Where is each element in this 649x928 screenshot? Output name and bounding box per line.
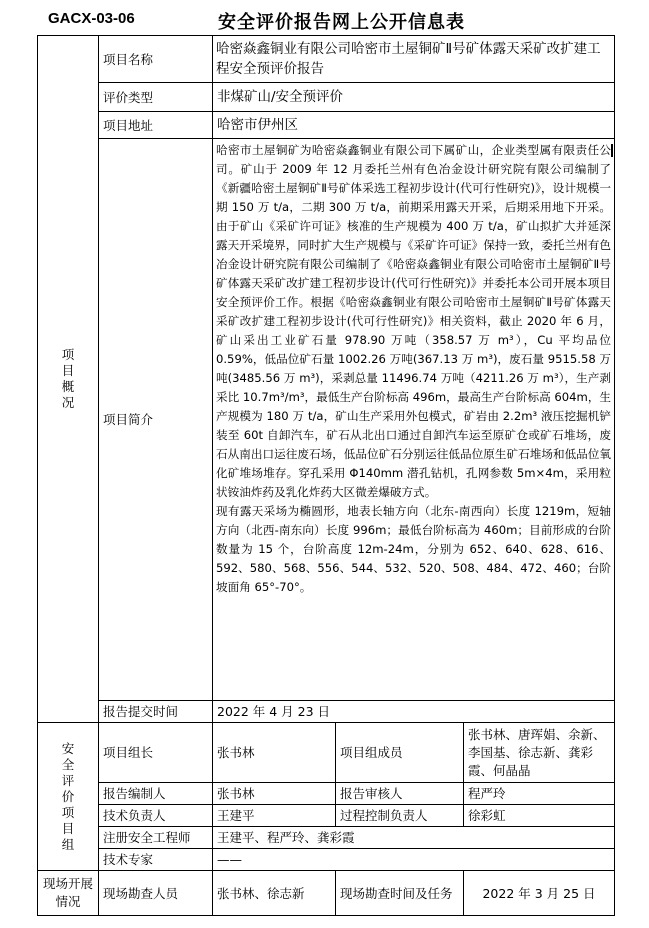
process-ctrl-value: 徐彩虹 — [464, 805, 615, 827]
section-overview-cell — [38, 36, 99, 723]
reviewer-value: 程严玲 — [464, 783, 615, 805]
members-label: 项目组成员 — [336, 723, 464, 783]
document-code: GACX-03-06 — [48, 10, 135, 27]
page-title: 安全评价报告网上公开信息表 — [218, 12, 465, 33]
surveyors-label: 现场勘查人员 — [99, 871, 213, 916]
intro-paragraph-2: 现有露天采场为椭圆形，地表长轴方向（北东-南西向）长度 1219m，短轴方向（北西-南东向）长度 996m；最低台阶标高为 460m；目前形成的台阶数量为 15 个，台阶高度 12m-24m，分别为 652、640、628、616、592、580、568、556、544、532、520、508、484、472、460；台阶坡面角 65°-70°。 — [216, 504, 612, 594]
survey-time-label: 现场勘查时间及任务 — [336, 871, 464, 916]
info-table — [37, 35, 615, 916]
tech-lead-label: 技术负责人 — [99, 805, 213, 827]
location-value: 哈密市伊州区 — [213, 112, 615, 139]
author-label: 报告编制人 — [99, 783, 213, 805]
members-value: 张书林、唐珲娟、余新、李国基、徐志新、龚彩霞、何晶晶 — [464, 723, 615, 783]
text-cursor-mark — [611, 144, 613, 157]
submit-date-label: 报告提交时间 — [99, 701, 213, 723]
row-site — [38, 871, 615, 916]
eval-type-value: 非煤矿山/安全预评价 — [213, 83, 615, 112]
tech-lead-value: 王建平 — [213, 805, 336, 827]
submit-date-value: 2022 年 4 月 23 日 — [213, 701, 615, 723]
section-site-label: 现场开展情况 — [42, 876, 93, 909]
row-author — [38, 783, 615, 805]
leader-label: 项目组长 — [99, 723, 213, 783]
reviewer-label: 报告审核人 — [336, 783, 464, 805]
row-tech-lead — [38, 805, 615, 827]
row-leader — [38, 723, 615, 783]
section-overview-label: 项目概况 — [61, 347, 75, 410]
engineers-label: 注册安全工程师 — [99, 827, 213, 849]
project-name-label: 项目名称 — [99, 36, 213, 83]
experts-label: 技术专家 — [99, 849, 213, 871]
section-site-cell — [38, 871, 99, 916]
row-submit-date — [38, 701, 615, 723]
intro-text — [213, 139, 615, 701]
row-engineers — [38, 827, 615, 849]
row-location — [38, 112, 615, 139]
row-eval-type — [38, 83, 615, 112]
process-ctrl-label: 过程控制负责人 — [336, 805, 464, 827]
intro-label: 项目简介 — [99, 139, 213, 701]
survey-time-value: 2022 年 3 月 25 日 — [464, 871, 615, 916]
surveyors-value: 张书林、徐志新 — [213, 871, 336, 916]
section-staff-cell — [38, 723, 99, 871]
leader-value: 张书林 — [213, 723, 336, 783]
engineers-value: 王建平、程严玲、龚彩霞 — [213, 827, 615, 849]
row-intro — [38, 139, 615, 701]
intro-paragraph-1: 哈密市土屋铜矿为哈密焱鑫铜业有限公司下属矿山，企业类型属有限责任公司。矿山于 2009 年 12 月委托兰州有色冶金设计研究院有限公司编制了《新疆哈密土屋铜矿Ⅱ号矿体采选工程初步设计(代可行性研究)》，设计规模一期 150 万 t/a，二期 300 万 t/a，前期采用露天开采，后期采用地下开采。由于矿山《采矿许可证》核准的生产规模为 400 万 t/a，矿山拟扩大并延深露天开采境界，同时扩大生产规模与《采矿许可证》保持一致，委托兰州有色冶金设计研究院有限公司编制了《哈密焱鑫铜业有限公司哈密市土屋铜矿Ⅱ号矿体露天采矿改扩建工程初步设计(代可行性研究)》并委托本公司开展本项目安全预评价工作。根据《哈密焱鑫铜业有限公司哈密市土屋铜矿Ⅱ号矿体露天采矿改扩建工程初步设计(代可行性研究)》相关资料，截止 2020 年 6 月，矿山采出工业矿石量 978.90 万吨（358.57 万 m³），Cu 平均品位 0.59%，低品位矿石量 1002.26 万吨(367.13 万 m³)，废石量 9515.58 万吨(3485.56 万 m³)，采剥总量 11496.74 万吨（4211.26 万 m³），生产剥采比 10.7m³/m³，最低生产台阶标高 496m，最高生产台阶标高 604m，生产规模为 180 万 t/a，矿山生产采用外包模式，矿岩由 2.2m³ 液压挖掘机铲装至 60t 自卸汽车，矿石从北出口通过自卸汽车运至原矿仓或矿石堆场，废石从南出口运往废石场，低品位矿石分别运往低品位原生矿石堆场和低品位氧化矿堆场堆存。穿孔采用 Φ140mm 潜孔钻机，孔网参数 5m×4m，采用粒状铵油炸药及乳化炸药大区微差爆破方式。 — [216, 143, 612, 499]
location-label: 项目地址 — [99, 112, 213, 139]
experts-value: —— — [213, 849, 615, 871]
row-experts — [38, 849, 615, 871]
eval-type-label: 评价类型 — [99, 83, 213, 112]
row-project-name — [38, 36, 615, 83]
project-name-value: 哈密焱鑫铜业有限公司哈密市土屋铜矿Ⅱ号矿体露天采矿改扩建工程安全预评价报告 — [213, 36, 615, 83]
author-value: 张书林 — [213, 783, 336, 805]
section-staff-label: 安全评价项目组 — [61, 740, 75, 852]
